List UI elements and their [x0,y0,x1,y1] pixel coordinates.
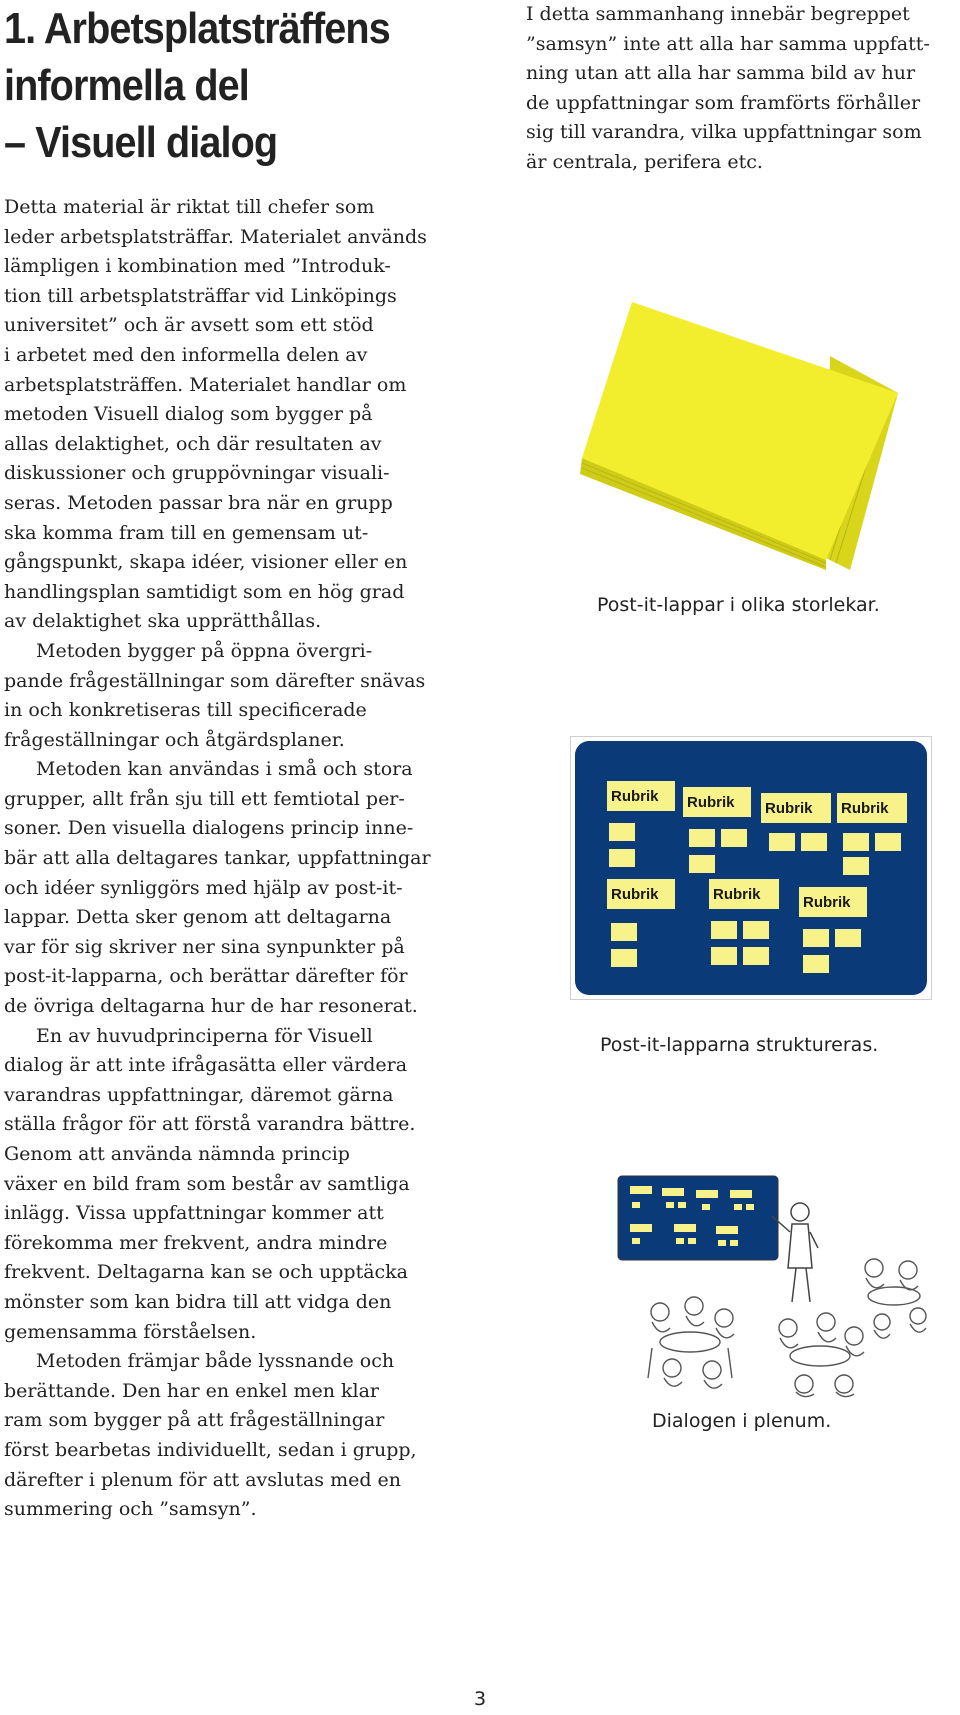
small-note [730,1240,738,1246]
small-note [743,921,769,939]
text-line: soner. Den visuella dialogens princip inne- [4,817,414,840]
board-drawing [571,737,931,999]
text-line: de övriga deltagarna hur de har resonerat. [4,995,418,1018]
text-line: ram som bygger på att frågeställningar [4,1409,385,1432]
small-note [803,955,829,973]
text-line: diskussioner och gruppövningar visuali- [4,462,390,485]
text-line: sig till varandra, vilka uppfattningar som [526,121,922,144]
small-note [730,1190,752,1198]
small-note [632,1202,640,1208]
text-line: Metoden kan användas i små och stora [36,758,413,781]
small-note [689,855,715,873]
small-note [843,833,869,851]
text-line: ställa frågor för att förstå varandra bättre. [4,1113,416,1136]
text-line: först bearbetas individuellt, sedan i grupp, [4,1438,417,1461]
small-note [801,833,827,851]
text-line: växer en bild fram som består av samtliga [4,1172,410,1195]
small-note [716,1226,738,1234]
small-note [662,1188,684,1196]
body-text-column [4,193,459,1525]
text-line: universitet” och är avsett som ett stöd [4,314,374,337]
text-line: summering och ”samsyn”. [4,1498,257,1521]
text-line: frågeställningar och åtgärdsplaner. [4,728,345,751]
text-line: seras. Metoden passar bra när en grupp [4,491,393,514]
header-note-label: Rubrik [803,894,851,911]
header-note-label: Rubrik [841,800,889,817]
small-note [746,1204,754,1210]
text-line: ”samsyn” inte att alla har samma uppfatt- [526,32,930,55]
text-line: tion till arbetsplatsträffar vid Linköpings [4,284,397,307]
small-note [689,829,715,847]
text-line: En av huvudprinciperna för Visuell [36,1024,373,1047]
text-line: varandras uppfattningar, däremot gärna [4,1083,394,1106]
header-note-label: Rubrik [713,886,761,903]
text-line: i arbetet med den informella delen av [4,343,368,366]
text-line: Metoden främjar både lyssnande och [36,1350,395,1373]
paragraph-principles [4,1022,459,1348]
small-note [702,1204,710,1210]
small-note [835,929,861,947]
text-line: därefter i plenum för att avslutas med en [4,1468,402,1491]
text-line: lappar. Detta sker genom att deltagarna [4,906,392,929]
text-line: allas delaktighet, och där resultaten av [4,432,382,455]
title-line-3: – Visuell dialog [4,118,278,167]
paragraph-intro [4,193,459,637]
structured-board-image [570,736,932,1000]
text-line: är centrala, perifera etc. [526,150,763,173]
small-note [711,947,737,965]
small-note [843,857,869,875]
small-note [676,1238,684,1244]
small-note [678,1202,686,1208]
text-line: metoden Visuell dialog som bygger på [4,403,373,426]
small-note [696,1190,718,1198]
board-caption: Post-it-lapparna struktureras. [600,1034,879,1056]
small-note [630,1224,652,1232]
text-line: ska komma fram till en gemensam ut- [4,521,369,544]
text-line: berättande. Den har en enkel men klar [4,1379,379,1402]
text-line: in och konkretiseras till specificerade [4,699,367,722]
title-line-1: 1. Arbetsplatsträffens [4,4,390,53]
text-line: dialog är att inte ifrågasätta eller värdera [4,1054,408,1077]
postit-caption: Post-it-lappar i olika storlekar. [597,594,880,616]
text-line: de uppfattningar som framförts förhåller [526,91,921,114]
page-title [4,0,427,171]
small-note [711,921,737,939]
small-note [721,829,747,847]
text-line: ning utan att alla har samma bild av hur [526,62,916,85]
header-note-label: Rubrik [611,788,659,805]
small-note [875,833,901,851]
small-note [611,949,637,967]
text-line: var för sig skriver ner sina synpunkter på [4,935,405,958]
small-note [718,1240,726,1246]
text-line: Metoden bygger på öppna övergri- [36,639,373,662]
header-note-label: Rubrik [765,800,813,817]
text-line: pande frågeställningar som därefter snävas [4,669,426,692]
plenum-illustration [612,1172,930,1402]
text-line: arbetsplatsträffen. Materialet handlar om [4,373,407,396]
text-line: gemensamma förståelsen. [4,1320,257,1343]
small-note [609,823,635,841]
text-line: Genom att använda nämnda princip [4,1143,350,1165]
presenter-figure [772,1203,818,1302]
small-note [734,1204,742,1210]
small-note [630,1186,652,1194]
text-line: post-it-lapparna, och berättar därefter för [4,965,408,988]
header-note-label: Rubrik [611,886,659,903]
text-line: mönster som kan bidra till att vidga den [4,1290,392,1313]
small-note [632,1238,640,1244]
small-note [803,929,829,947]
small-note [609,849,635,867]
postit-pad-image [580,298,905,573]
title-line-2: informella del [4,61,249,110]
text-line: bär att alla deltagares tankar, uppfattningar [4,847,431,870]
small-note [674,1224,696,1232]
paragraph-method [4,637,459,755]
text-line: frekvent. Deltagarna kan se och upptäcka [4,1261,409,1284]
small-note [743,947,769,965]
small-note [769,833,795,851]
participant-groups [648,1259,926,1397]
right-column-text [526,0,956,178]
text-line: gångspunkt, skapa idéer, visioner eller en [4,551,408,574]
page-number: 3 [473,1688,487,1710]
plenum-caption: Dialogen i plenum. [652,1410,832,1432]
paragraph-groups [4,755,459,1021]
paragraph-summary [4,1347,459,1525]
text-line: lämpligen i kombination med ”Introduk- [4,255,391,278]
text-line: I detta sammanhang innebär begreppet [526,3,910,25]
text-line: förekomma mer frekvent, andra mindre [4,1231,388,1254]
text-line: leder arbetsplatsträffar. Materialet används [4,225,427,248]
header-note-label: Rubrik [687,794,735,811]
small-note [666,1202,674,1208]
small-note [688,1238,696,1244]
text-line: av delaktighet ska upprätthållas. [4,610,322,633]
text-line: grupper, allt från sju till ett femtiotal per- [4,787,405,810]
text-line: Detta material är riktat till chefer som [4,196,375,218]
small-note [611,923,637,941]
text-line: inlägg. Vissa uppfattningar kommer att [4,1202,384,1225]
text-line: handlingsplan samtidigt som en hög grad [4,580,405,603]
text-line: och idéer synliggörs med hjälp av post-it- [4,876,403,899]
